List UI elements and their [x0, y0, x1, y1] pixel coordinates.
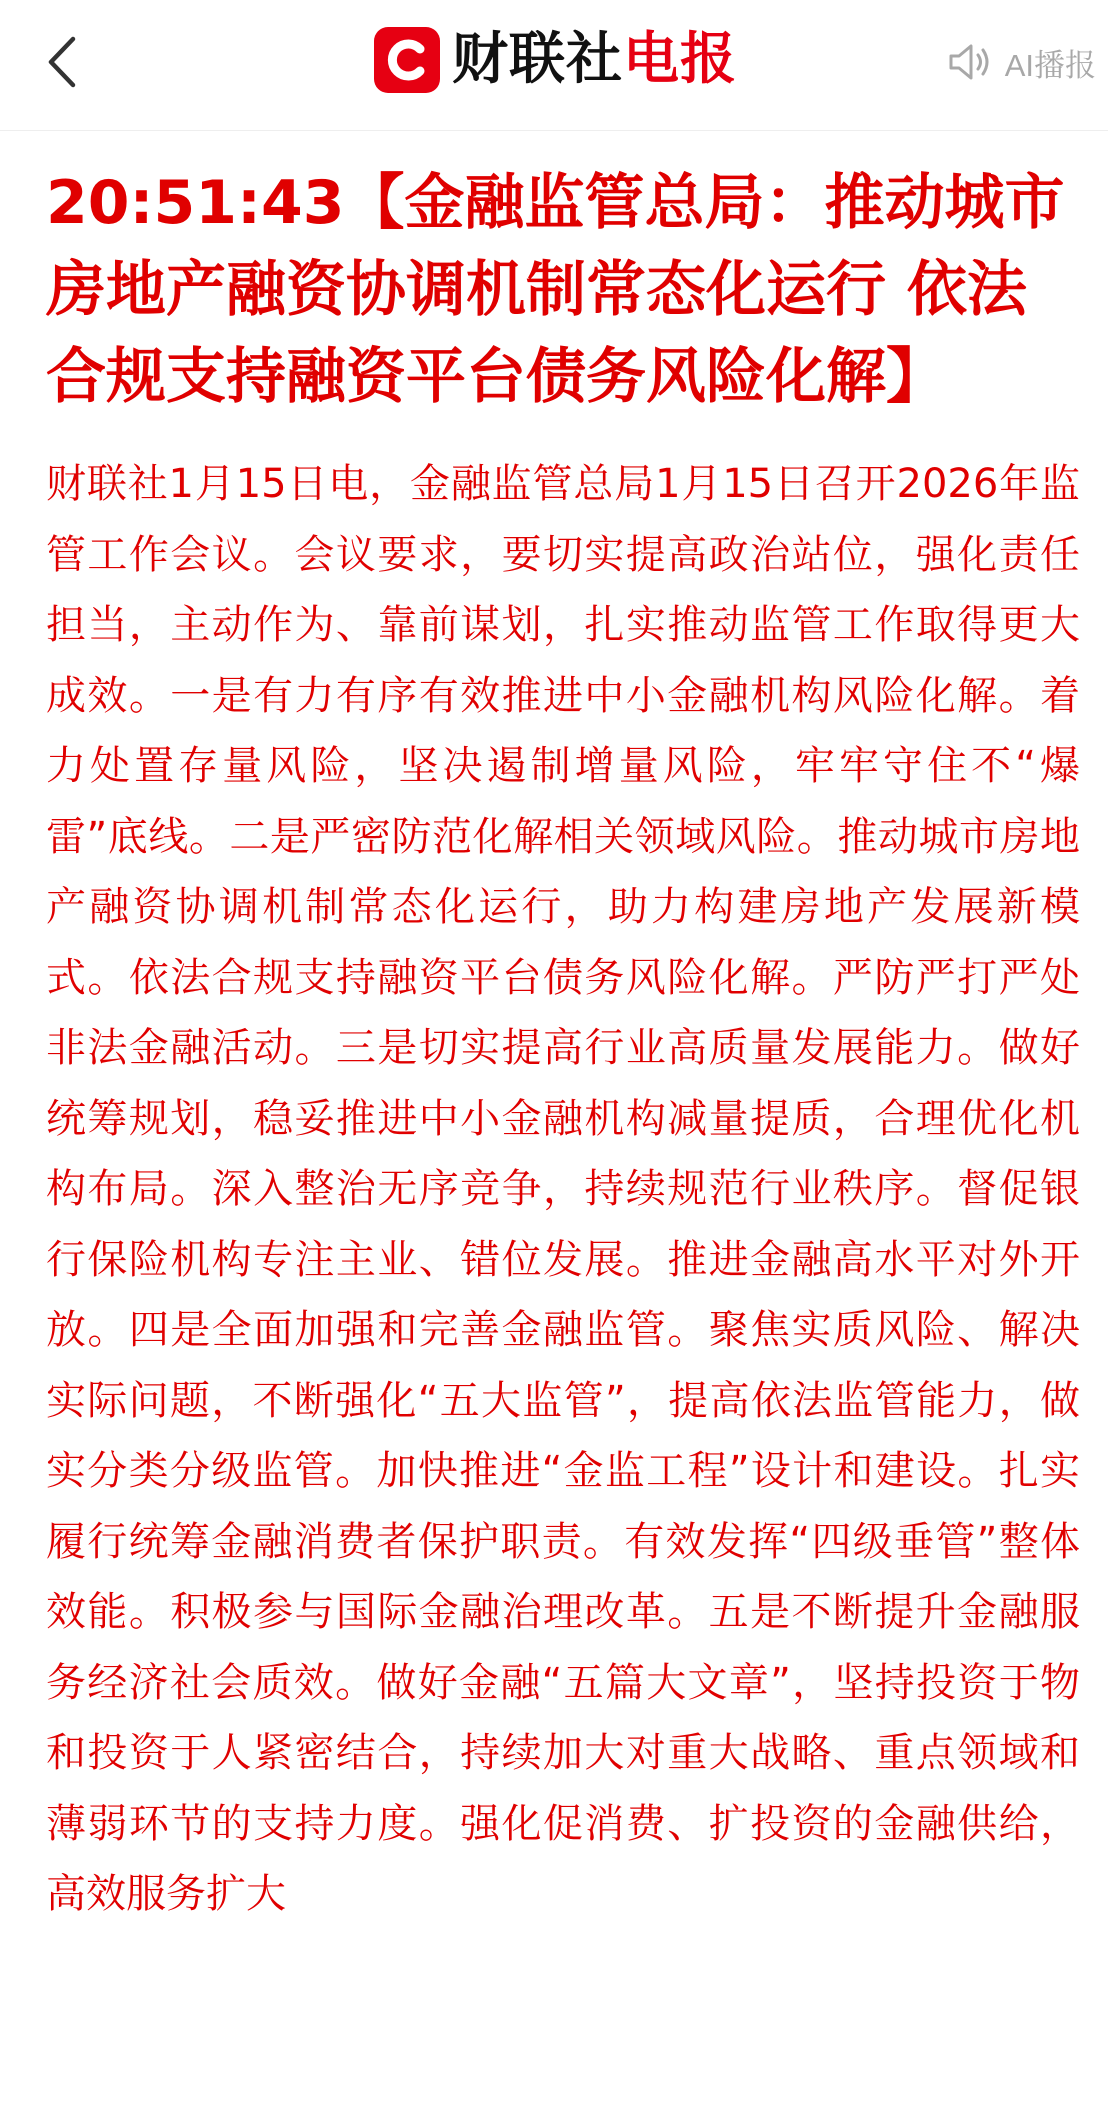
top-bar: [0, 0, 1108, 131]
logo-wordmark: [452, 24, 737, 96]
ai-broadcast-label: AI播报: [1004, 47, 1096, 83]
cls-telegraph-logo: [374, 24, 737, 96]
chevron-left-icon: [47, 36, 77, 88]
speaker-icon: [947, 42, 991, 82]
article-body: 财联社1月15日电，金融监管总局1月15日召开2026年监管工作会议。会议要求，要切实提高政治站位，强化责任担当，主动作为、靠前谋划，扎实推动监管工作取得更大成效。一是有力有序有效推进中小金融机构风险化解。着力处置存量风险，坚决遏制增量风险，牢牢守住不“爆雷”底线。二是严密防范化解相关领域风险。推动城市房地产融资协调机制常态化运行，助力构建房地产发展新模式。依法合规支持融资平台债务风险化解。严防严打严处非法金融活动。三是切实提高行业高质量发展能力。做好统筹规划，稳妥推进中小金融机构减量提质，合理优化机构布局。深入整治无序竞争，持续规范行业秩序。督促银行保险机构专注主业、错位发展。推进金融高水平对外开放。四是全面加强和完善金融监管。聚焦实质风险、解决实际问题，不断强化“五大监管”，提高依法监管能力，做实分类分级监管。加快推进“金监工程”设计和建设。扎实履行统筹金融消费者保护职责。有效发挥“四级垂管”整体效能。积极参与国际金融治理改革。五是不断提升金融服务经济社会质效。做好金融“五篇大文章”，坚持投资于物和投资于人紧密结合，持续加大对重大战略、重点领域和薄弱环节的支持力度。强化促消费、扩投资的金融供给，高效服务扩大: [46, 461, 1080, 1917]
article-headline: 20:51:43【金融监管总局：推动城市房地产融资协调机制常态化运行 依法合规支持融资平台债务风险化解】: [46, 168, 1065, 412]
article: [46, 160, 1080, 1930]
back-button[interactable]: [40, 30, 84, 94]
logo-brand: 财联社: [452, 27, 623, 92]
ai-broadcast-button[interactable]: [947, 36, 1096, 88]
cls-logo-icon: [374, 27, 440, 93]
logo-suffix: 电报: [623, 27, 737, 92]
